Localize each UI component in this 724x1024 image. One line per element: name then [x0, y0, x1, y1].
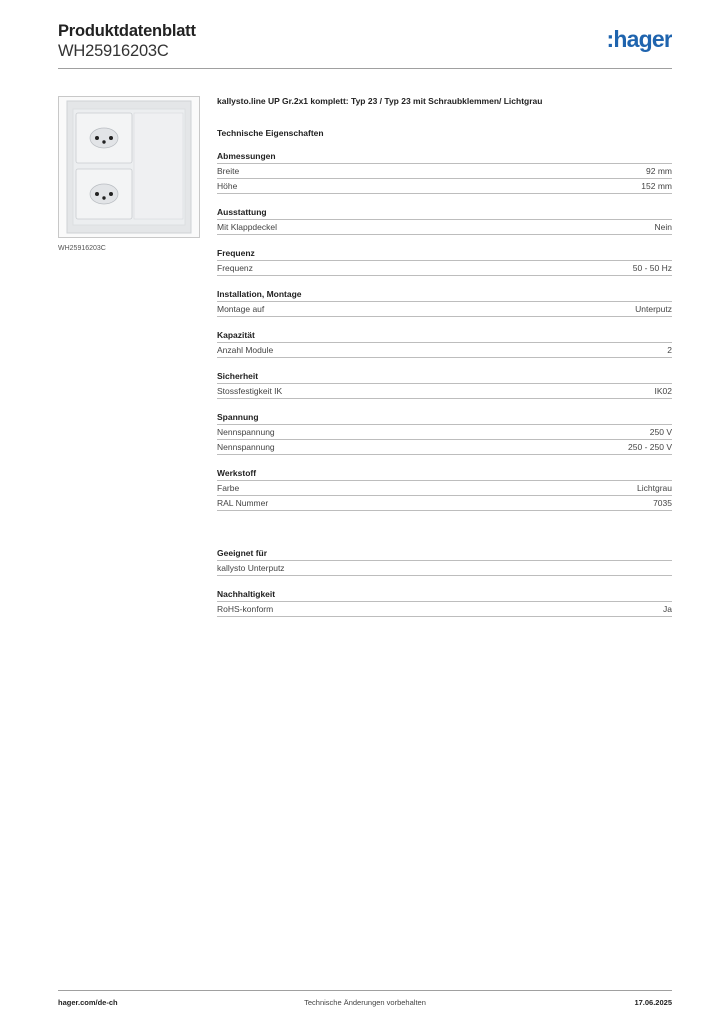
group-title: Sicherheit — [217, 371, 672, 384]
section-title: Technische Eigenschaften — [217, 128, 324, 138]
property-label: Stossfestigkeit IK — [217, 386, 283, 396]
property-group — [217, 289, 672, 317]
property-group — [217, 330, 672, 358]
property-value: Unterputz — [635, 304, 672, 314]
property-row — [217, 343, 672, 358]
property-label: Frequenz — [217, 263, 253, 273]
property-label: Farbe — [217, 483, 240, 493]
group-title: Geeignet für — [217, 548, 672, 561]
property-group — [217, 589, 672, 617]
property-label: kallysto Unterputz — [217, 563, 285, 573]
property-row — [217, 164, 672, 179]
group-title: Installation, Montage — [217, 289, 672, 302]
property-label: Anzahl Module — [217, 345, 274, 355]
footer-date: 17.06.2025 — [634, 998, 672, 1007]
group-title: Nachhaltigkeit — [217, 589, 672, 602]
group-title: Werkstoff — [217, 468, 672, 481]
product-name: kallysto.line UP Gr.2x1 komplett: Typ 23 / Typ 23 mit Schraubklemmen/ Lichtgrau — [217, 96, 543, 106]
property-row — [217, 602, 672, 617]
property-value: IK02 — [654, 386, 672, 396]
footer-divider — [58, 990, 672, 991]
property-row — [217, 179, 672, 194]
property-group — [217, 371, 672, 399]
property-group — [217, 207, 672, 235]
group-title: Spannung — [217, 412, 672, 425]
group-title: Kapazität — [217, 330, 672, 343]
property-group — [217, 412, 672, 455]
property-row — [217, 220, 672, 235]
double-socket-icon — [59, 97, 199, 237]
logo-text: :hager — [606, 26, 672, 52]
hager-logo — [592, 25, 672, 55]
property-value: Lichtgrau — [637, 483, 672, 493]
property-label: Montage auf — [217, 304, 265, 314]
header-divider — [58, 68, 672, 69]
property-value: 50 - 50 Hz — [632, 263, 672, 273]
property-value: 250 V — [649, 427, 672, 437]
property-row — [217, 496, 672, 511]
property-value: Ja — [663, 604, 672, 614]
property-group — [217, 248, 672, 276]
property-value: 250 - 250 V — [628, 442, 672, 452]
group-title: Abmessungen — [217, 151, 672, 164]
document-title: Produktdatenblatt — [58, 22, 196, 40]
group-title: Frequenz — [217, 248, 672, 261]
property-value: 2 — [667, 345, 672, 355]
property-row — [217, 481, 672, 496]
product-reference: WH25916203C — [58, 42, 169, 60]
property-group — [217, 548, 672, 576]
property-label: Nennspannung — [217, 442, 275, 452]
property-row — [217, 302, 672, 317]
property-row — [217, 425, 672, 440]
property-group — [217, 151, 672, 194]
property-label: Nennspannung — [217, 427, 275, 437]
property-value: 7035 — [653, 498, 672, 508]
property-label: RoHS-konform — [217, 604, 274, 614]
property-groups — [217, 151, 672, 511]
page-header — [58, 22, 672, 61]
property-label: Mit Klappdeckel — [217, 222, 278, 232]
footer-disclaimer: Technische Änderungen vorbehalten — [304, 998, 426, 1007]
property-row — [217, 261, 672, 276]
group-title: Ausstattung — [217, 207, 672, 220]
property-label: RAL Nummer — [217, 498, 269, 508]
property-value: 92 mm — [646, 166, 672, 176]
property-row — [217, 440, 672, 455]
extra-property-groups — [217, 548, 672, 617]
product-details — [217, 96, 672, 617]
footer-website[interactable]: hager.com/de-ch — [58, 998, 118, 1007]
property-row — [217, 561, 672, 576]
spacer — [217, 511, 672, 535]
property-group — [217, 468, 672, 511]
property-value: 152 mm — [641, 181, 672, 191]
product-image — [58, 96, 200, 238]
property-value: Nein — [654, 222, 672, 232]
image-caption: WH25916203C — [58, 245, 106, 252]
property-label: Höhe — [217, 181, 238, 191]
property-label: Breite — [217, 166, 240, 176]
property-row — [217, 384, 672, 399]
